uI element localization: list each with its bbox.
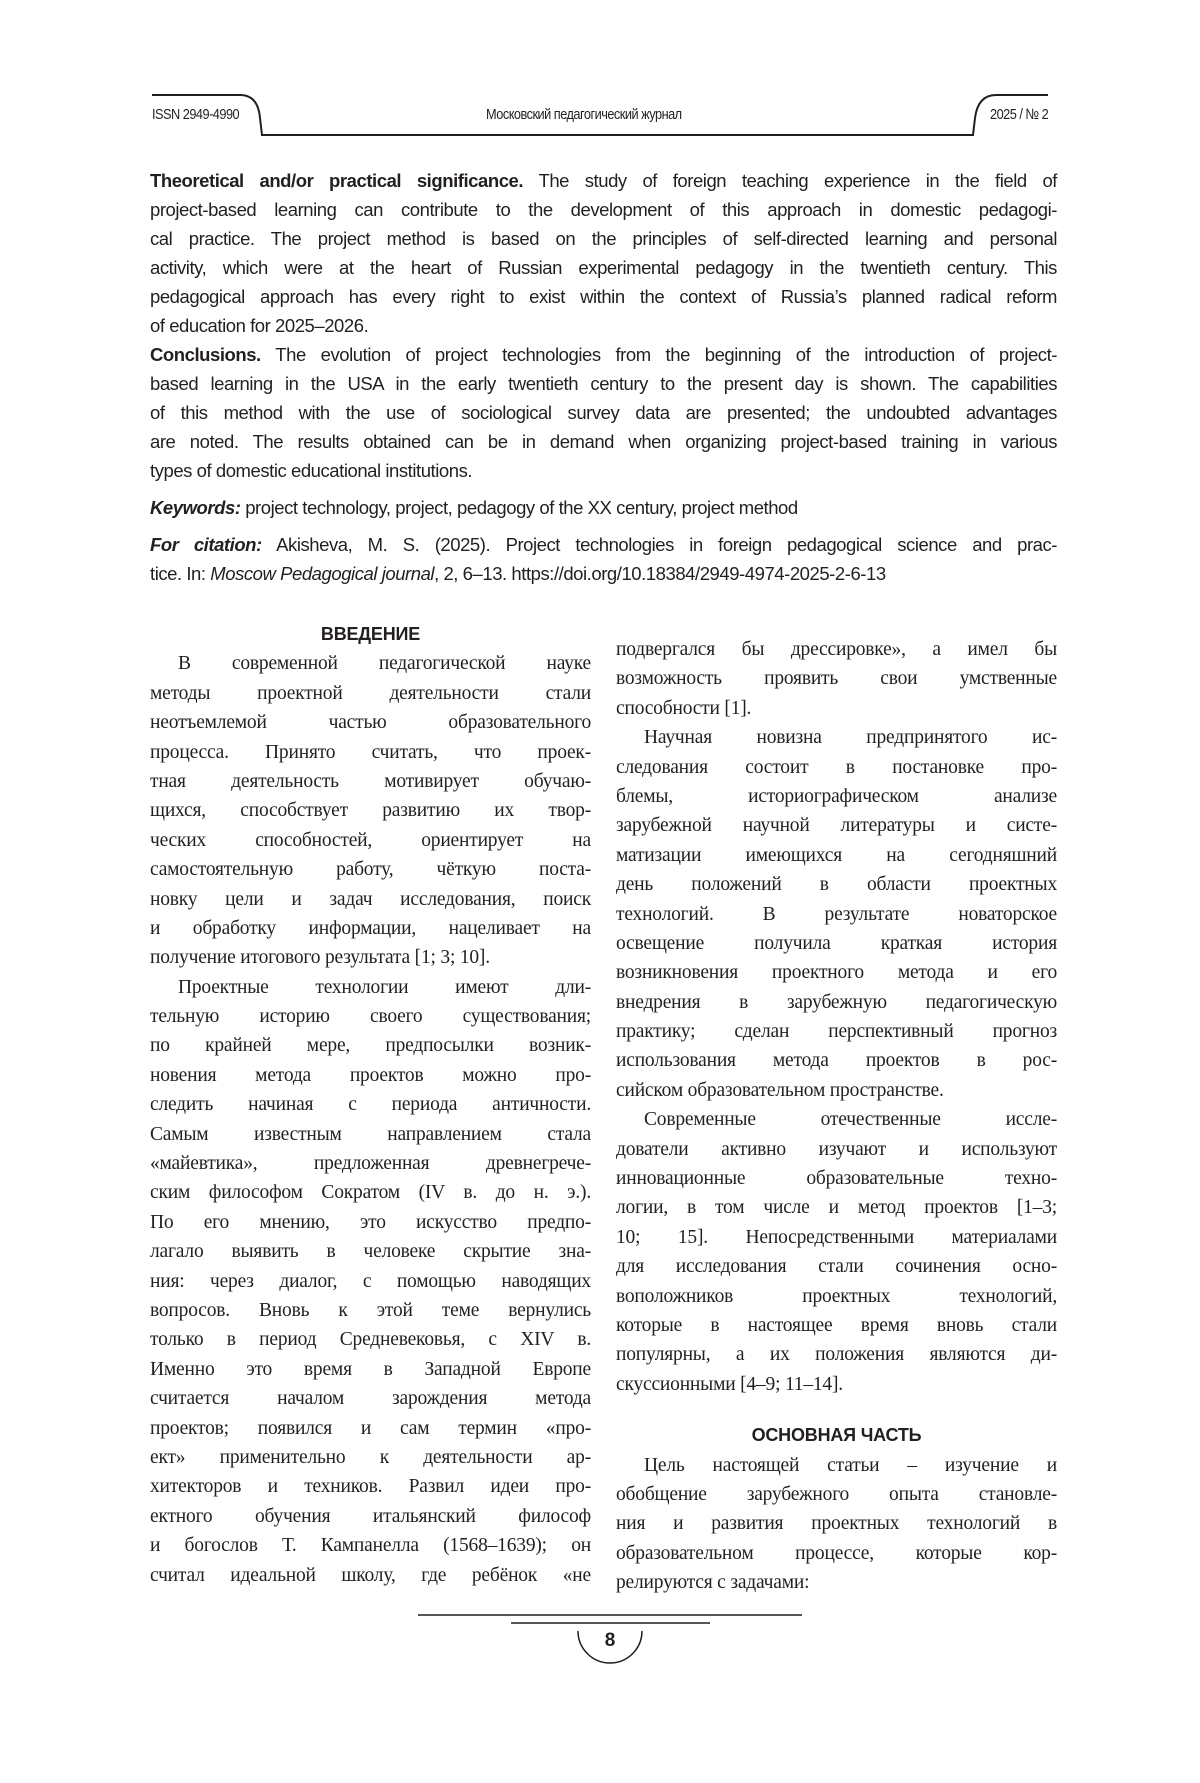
paragraph-line: получение итогового результата [1; 3; 10]. bbox=[150, 943, 591, 972]
left-column bbox=[150, 620, 591, 1590]
page-number: 8 bbox=[600, 1630, 620, 1652]
paragraph-line: воположников проектных технологий, bbox=[616, 1282, 1057, 1311]
conclusions-line: are noted. The results obtained can be in demand when organizing project-based training in various bbox=[150, 427, 1057, 456]
citation-text: tice. In: bbox=[150, 563, 210, 584]
conclusions-label: Conclusions. bbox=[150, 344, 261, 365]
citation-label: For citation: bbox=[150, 534, 262, 555]
right-column bbox=[616, 635, 1057, 1598]
paragraph-line: Именно это время в Западной Европе bbox=[150, 1355, 591, 1384]
paragraph-line: логии, в том числе и метод проектов [1–3; bbox=[616, 1193, 1057, 1222]
paragraph-line: использования метода проектов в рос- bbox=[616, 1046, 1057, 1075]
paragraph-line: Самым известным направлением стала bbox=[150, 1120, 591, 1149]
paragraph bbox=[616, 723, 1057, 1105]
paragraph-line: самостоятельную работу, чёткую поста- bbox=[150, 855, 591, 884]
citation-journal: Moscow Pedagogical journal bbox=[210, 563, 434, 584]
paragraph-line: технологий. В результате новаторское bbox=[616, 900, 1057, 929]
paragraph-line: зарубежной научной литературы и систе- bbox=[616, 811, 1057, 840]
paragraph-line: инновационные образовательные техно- bbox=[616, 1164, 1057, 1193]
keywords-text: project technology, project, pedagogy of the XX century, project method bbox=[241, 497, 798, 518]
significance-line: pedagogical approach has every right to exist within the context of Russia’s planned radical reform bbox=[150, 282, 1057, 311]
conclusions-line: based learning in the USA in the early twentieth century to the present day is shown. The capabilities bbox=[150, 369, 1057, 398]
paragraph-line: щихся, способствует развитию их твор- bbox=[150, 796, 591, 825]
significance-label: Theoretical and/or practical significance. bbox=[150, 170, 523, 191]
keywords bbox=[150, 493, 1057, 522]
significance-section bbox=[150, 166, 1057, 340]
abstract-block bbox=[150, 166, 1057, 588]
journal-title: Московский педагогический журнал bbox=[486, 106, 682, 123]
significance-line: cal practice. The project method is based on the principles of self-directed learning and personal bbox=[150, 224, 1057, 253]
paragraph-line: подвергался бы дрессировке», а имел бы bbox=[616, 635, 1057, 664]
paragraph-line: образовательном процессе, которые кор- bbox=[616, 1539, 1057, 1568]
conclusions-line: The evolution of project technologies from the beginning of the introduction of project- bbox=[261, 344, 1057, 365]
paragraph bbox=[616, 635, 1057, 723]
conclusions-line: of this method with the use of sociological survey data are presented; the undoubted advantages bbox=[150, 398, 1057, 427]
paragraph-line: тельную историю своего существования; bbox=[150, 1002, 591, 1031]
paragraph-line: и богослов Т. Кампанелла (1568–1639); он bbox=[150, 1531, 591, 1560]
paragraph-line: дователи активно изучают и используют bbox=[616, 1135, 1057, 1164]
section-heading: ОСНОВНАЯ ЧАСТЬ bbox=[616, 1421, 1057, 1450]
paragraph-line: ектного обучения итальянский философ bbox=[150, 1502, 591, 1531]
spacer bbox=[616, 1399, 1057, 1421]
paragraph-line: В современной педагогической науке bbox=[150, 649, 591, 678]
paragraph-line: способности [1]. bbox=[616, 694, 1057, 723]
paragraph-line: ния: через диалог, с помощью наводящих bbox=[150, 1267, 591, 1296]
paragraph-line: возможность проявить свои умственные bbox=[616, 664, 1057, 693]
paragraph-line: новку цели и задач исследования, поиск bbox=[150, 885, 591, 914]
paragraph-line: освещение получила краткая история bbox=[616, 929, 1057, 958]
issn: ISSN 2949-4990 bbox=[152, 106, 239, 123]
citation bbox=[150, 530, 1057, 588]
paragraph-line: релируются с задачами: bbox=[616, 1568, 1057, 1597]
paragraph-line: популярны, а их положения являются ди- bbox=[616, 1340, 1057, 1369]
paragraph-line: скуссионными [4–9; 11–14]. bbox=[616, 1370, 1057, 1399]
paragraph-line: хитекторов и техников. Развил идеи про- bbox=[150, 1472, 591, 1501]
paragraph-line: считается началом зарождения метода bbox=[150, 1384, 591, 1413]
paragraph-line: ским философом Сократом (IV в. до н. э.). bbox=[150, 1178, 591, 1207]
paragraph-line: проектов; появился и сам термин «про- bbox=[150, 1414, 591, 1443]
paragraph-line: методы проектной деятельности стали bbox=[150, 679, 591, 708]
paragraph-line: сийском образовательном пространстве. bbox=[616, 1076, 1057, 1105]
conclusions-section bbox=[150, 340, 1057, 485]
paragraph-line: для исследования стали сочинения осно- bbox=[616, 1252, 1057, 1281]
section-heading: ВВЕДЕНИЕ bbox=[150, 620, 591, 649]
paragraph-line: лагало выявить в человеке скрытие зна- bbox=[150, 1237, 591, 1266]
keywords-label: Keywords: bbox=[150, 497, 241, 518]
significance-line: of education for 2025–2026. bbox=[150, 311, 1057, 340]
paragraph-line: следования состоит в постановке про- bbox=[616, 753, 1057, 782]
paragraph-line: только в период Средневековья, с XIV в. bbox=[150, 1325, 591, 1354]
paragraph bbox=[616, 1451, 1057, 1598]
paragraph-line: По его мнению, это искусство предпо- bbox=[150, 1208, 591, 1237]
paragraph bbox=[150, 649, 591, 972]
paragraph-line: новения метода проектов можно про- bbox=[150, 1061, 591, 1090]
paragraph-line: блемы, историографическом анализе bbox=[616, 782, 1057, 811]
issue-number: 2025 / № 2 bbox=[990, 106, 1048, 123]
paragraph-line: день положений в области проектных bbox=[616, 870, 1057, 899]
paragraph-line: Проектные технологии имеют дли- bbox=[150, 973, 591, 1002]
paragraph-line: «майевтика», предложенная древнегрече- bbox=[150, 1149, 591, 1178]
paragraph-line: ект» применительно к деятельности ар- bbox=[150, 1443, 591, 1472]
paragraph-line: неотъемлемой частью образовательного bbox=[150, 708, 591, 737]
paragraph-line: внедрения в зарубежную педагогическую bbox=[616, 988, 1057, 1017]
significance-line: activity, which were at the heart of Russian experimental pedagogy in the twentieth century. This bbox=[150, 253, 1057, 282]
paragraph-line: 10; 15]. Непосредственными материалами bbox=[616, 1223, 1057, 1252]
paragraph-line: матизации имеющихся на сегодняшний bbox=[616, 841, 1057, 870]
paragraph-line: Современные отечественные иссле- bbox=[616, 1105, 1057, 1134]
paragraph bbox=[616, 1105, 1057, 1399]
paragraph-line: практику; сделан перспективный прогноз bbox=[616, 1017, 1057, 1046]
paragraph-line: обобщение зарубежного опыта становле- bbox=[616, 1480, 1057, 1509]
paragraph-line: тная деятельность мотивирует обучаю- bbox=[150, 767, 591, 796]
conclusions-line: types of domestic educational institutions. bbox=[150, 456, 1057, 485]
paragraph-line: вопросов. Вновь к этой теме вернулись bbox=[150, 1296, 591, 1325]
paragraph-line: ческих способностей, ориентирует на bbox=[150, 826, 591, 855]
paragraph-line: по крайней мере, предпосылки возник- bbox=[150, 1031, 591, 1060]
paragraph-line: Научная новизна предпринятого ис- bbox=[616, 723, 1057, 752]
significance-line: project-based learning can contribute to the development of this approach in domestic pedagogi- bbox=[150, 195, 1057, 224]
significance-line: The study of foreign teaching experience in the field of bbox=[523, 170, 1057, 191]
paragraph-line: и обработку информации, нацеливает на bbox=[150, 914, 591, 943]
paragraph-line: следить начиная с периода античности. bbox=[150, 1090, 591, 1119]
paragraph-line: ния и развития проектных технологий в bbox=[616, 1509, 1057, 1538]
citation-text: Akisheva, M. S. (2025). Project technologies in foreign pedagogical science and prac- bbox=[262, 534, 1057, 555]
paragraph-line: считал идеальной школу, где ребёнок «не bbox=[150, 1561, 591, 1590]
paragraph-line: возникновения проектного метода и его bbox=[616, 958, 1057, 987]
paragraph-line: Цель настоящей статьи – изучение и bbox=[616, 1451, 1057, 1480]
paragraph bbox=[150, 973, 591, 1590]
paragraph-line: которые в настоящее время вновь стали bbox=[616, 1311, 1057, 1340]
paragraph-line: процесса. Принято считать, что проек- bbox=[150, 738, 591, 767]
citation-doi[interactable]: , 2, 6–13. https://doi.org/10.18384/2949-4974-2025-2-6-13 bbox=[434, 563, 886, 584]
